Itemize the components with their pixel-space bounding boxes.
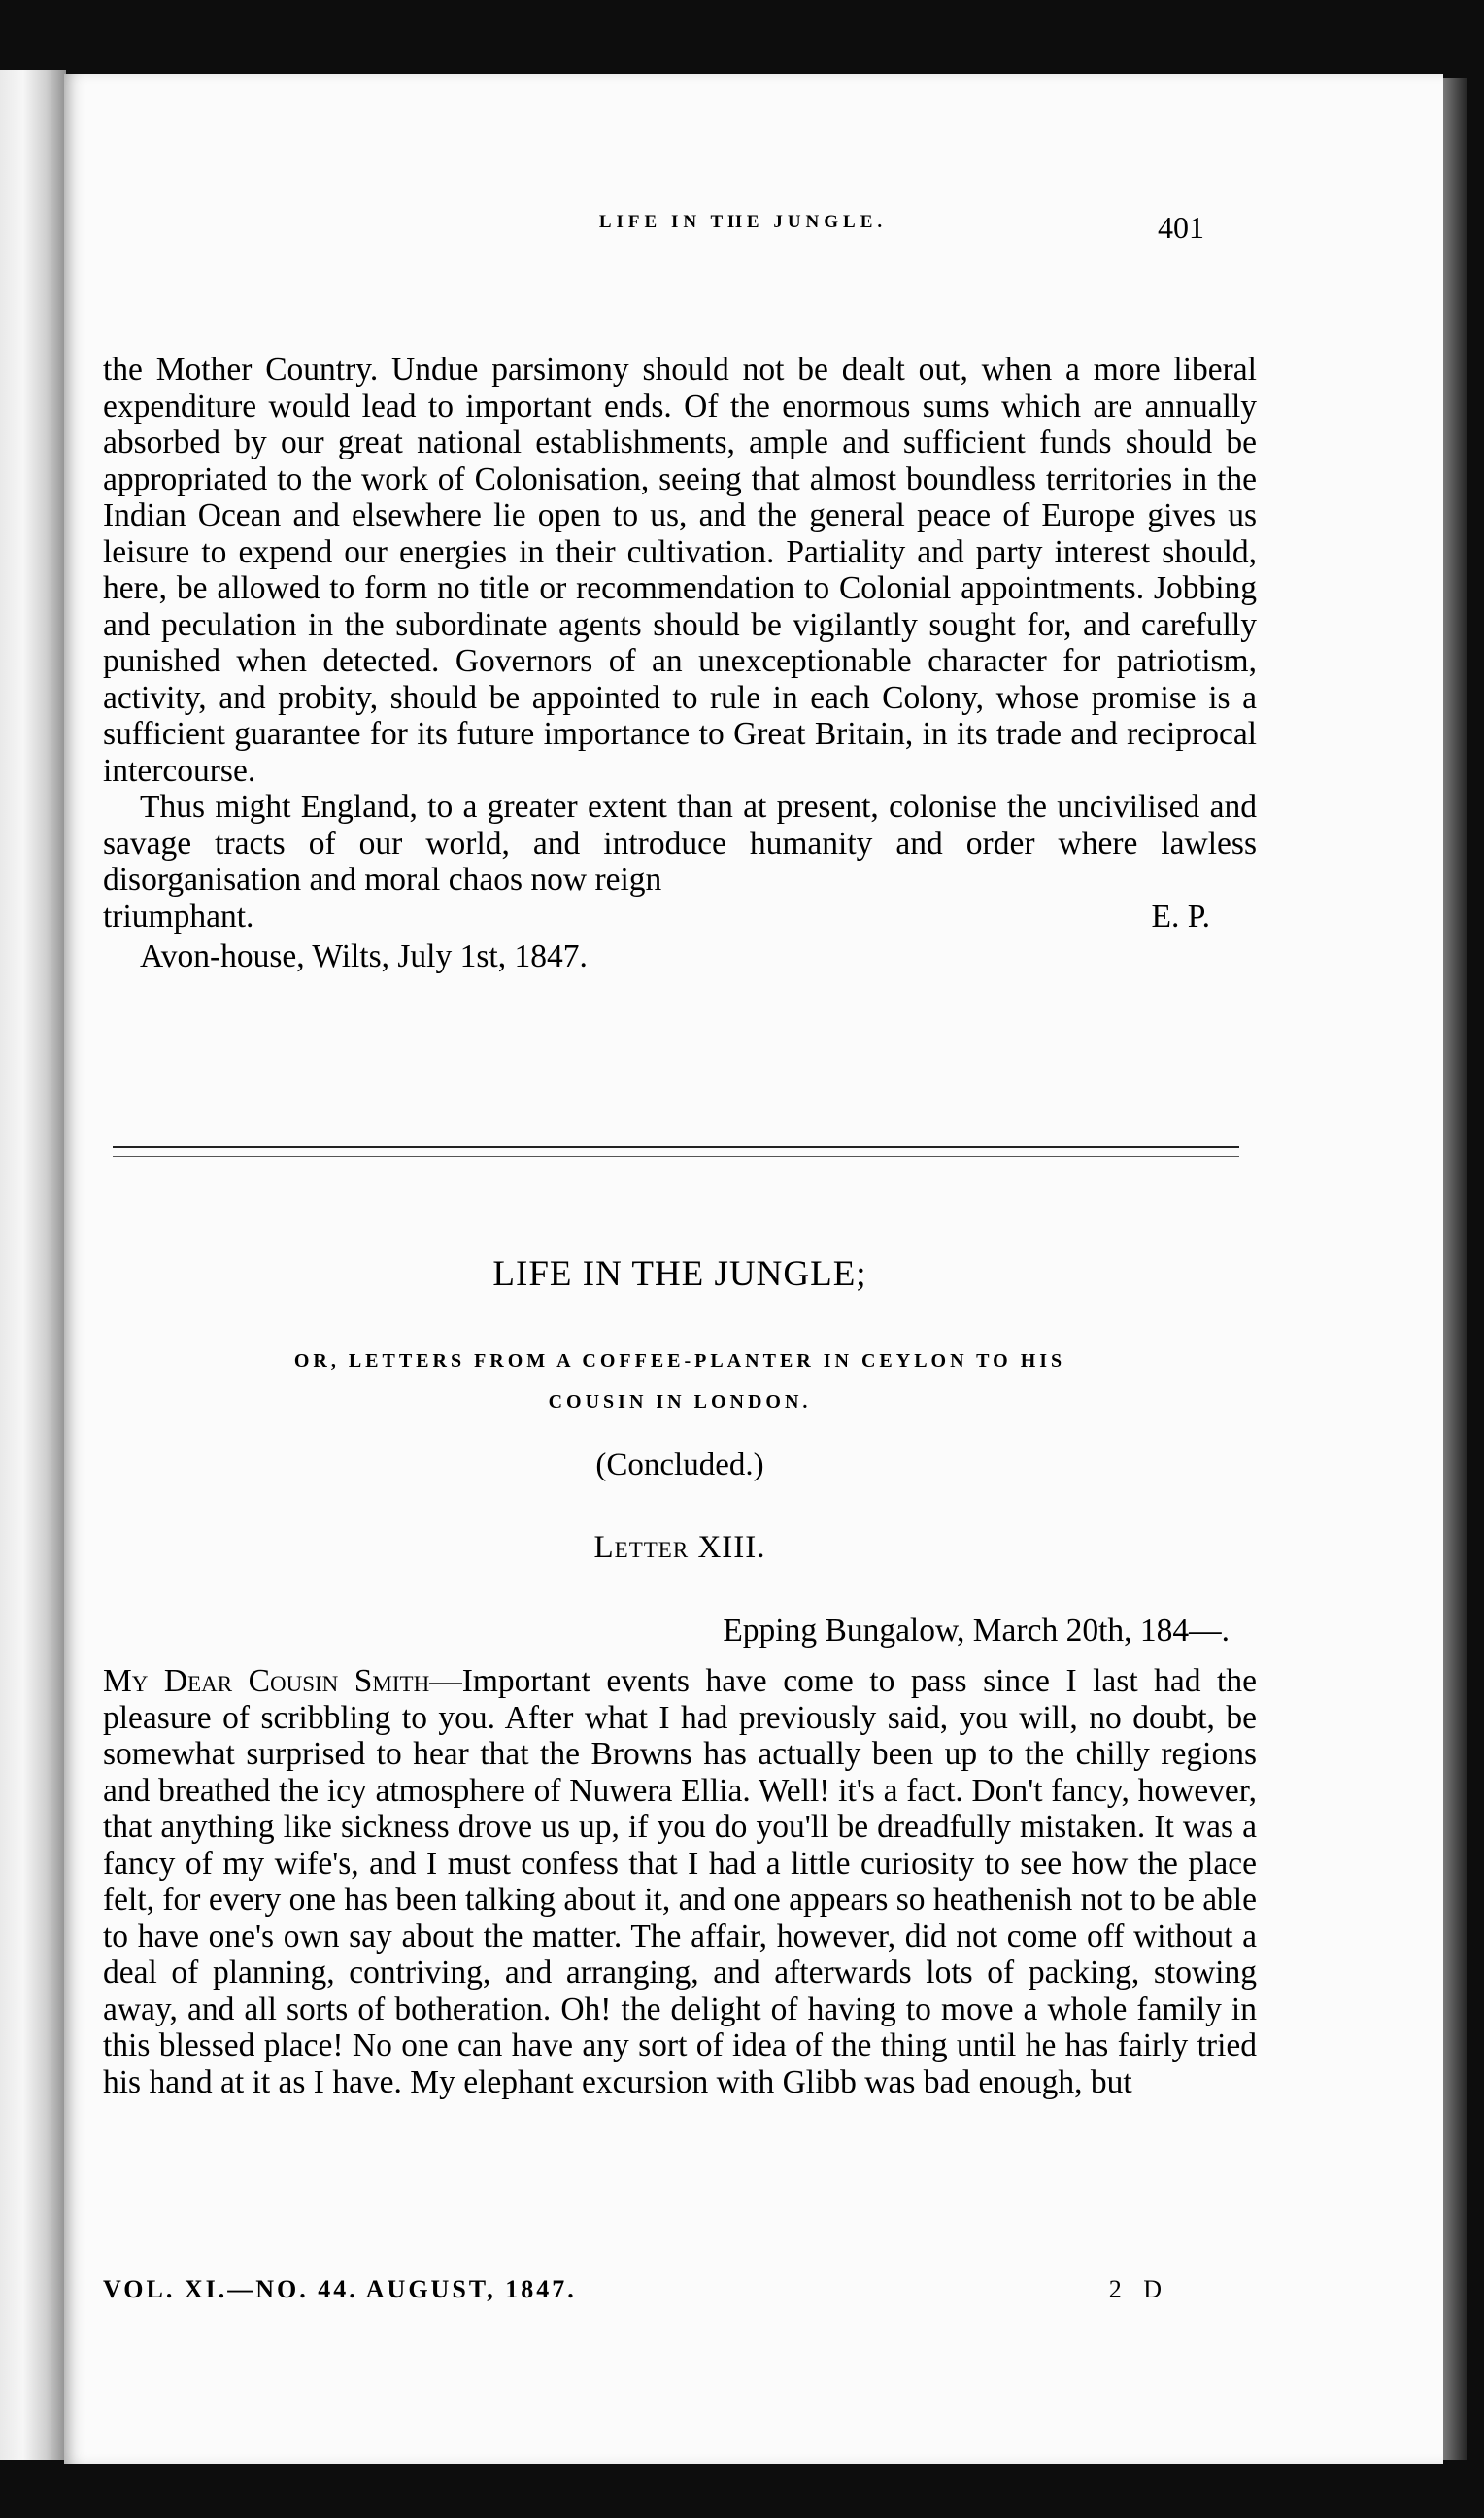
letter-place-date: Epping Bungalow, March 20th, 184—. xyxy=(723,1613,1230,1649)
paragraph xyxy=(103,1663,1257,2100)
letter-heading: Letter XIII. xyxy=(593,1530,766,1565)
paragraph xyxy=(103,789,1257,899)
running-title: LIFE IN THE JUNGLE. xyxy=(598,212,888,232)
section-divider-thin xyxy=(113,1156,1239,1157)
subtitle-line: COUSIN IN LONDON. xyxy=(548,1391,812,1412)
page-edge-shadow xyxy=(1443,78,1467,2460)
salutation: My Dear Cousin Smith xyxy=(103,1663,430,1699)
paragraph: the Mother Country. Undue parsimony should not be dealt out, when a more liberal expenditure would lead to important ends. Of the enormous sums which are annually absorbed by our great national establishments, ample and sufficient funds should be appropriated to the work of Colonisation, seeing that almost boundless territories in the Indian Ocean and elsewhere lie open to us, and the general peace of Europe gives us leisure to expend our energies in their cultivation. Partiality and party interest should, here, be allowed to form no title or recommendation to Colonial appointments. Jobbing and peculation in the subordinate agents should be vigilantly sought for, and carefully punished when detected. Governors of an unexceptionable character for patriotism, activity, and probity, should be appointed to rule in each Colony, whose promise is a sufficient guarantee for its future importance to Great Britain, in its trade and reciprocal intercourse. xyxy=(103,352,1257,789)
signature-mark: 2 D xyxy=(1108,2275,1169,2303)
dateline: Avon-house, Wilts, July 1st, 1847. xyxy=(140,938,588,974)
article-subtitle xyxy=(146,1341,1214,1422)
letter-text xyxy=(103,1663,1257,2100)
closing-line xyxy=(103,899,1257,936)
book-gutter-edge xyxy=(0,70,66,2460)
concluded-note: (Concluded.) xyxy=(595,1447,764,1482)
author-initials: E. P. xyxy=(1151,898,1210,935)
article-title: LIFE IN THE JUNGLE; xyxy=(492,1254,867,1294)
volume-info: VOL. XI.—NO. 44. AUGUST, 1847. xyxy=(103,2275,577,2303)
page-number: 401 xyxy=(1158,210,1204,245)
page-footer xyxy=(103,2275,1257,2304)
subtitle-line: OR, LETTERS FROM A COFFEE-PLANTER IN CEYLON TO HIS xyxy=(293,1350,1066,1372)
section-divider xyxy=(113,1146,1239,1148)
closing-word: triumphant. xyxy=(103,898,254,935)
preceding-article-text xyxy=(103,352,1257,975)
letter-body: —Important events have come to pass since I last had the pleasure of scribbling to you. After what I had previously said, you will, no doubt, be somewhat surprised to hear that the Browns has actually been up to the chilly regions and breathed the icy atmosphere of Nuwera Ellia. Well! it's a fact. Don't fancy, however, that anything like sickness drove us up, if you do you'll be dreadfully mistaken. It was a fancy of my wife's, and I must confess that I had a little curiosity to see how the place felt, for every one has been talking about it, and one appears so heathenish not to be able to have one's own say about the matter. The affair, however, did not come off without a deal of planning, contriving, and arranging, and afterwards lots of packing, stowing away, and all sorts of botheration. Oh! the delight of having to move a whole family in this blessed place! No one can have any sort of idea of the thing until he has fairly tried his hand at it as I have. My elephant excursion with Glibb was bad enough, but xyxy=(103,1663,1257,2100)
paragraph-text: Thus might England, to a greater extent than at present, colonise the uncivilised and savage tracts of our world, and introduce humanity and order where lawless disorganisation and moral chaos now reign xyxy=(103,789,1257,898)
